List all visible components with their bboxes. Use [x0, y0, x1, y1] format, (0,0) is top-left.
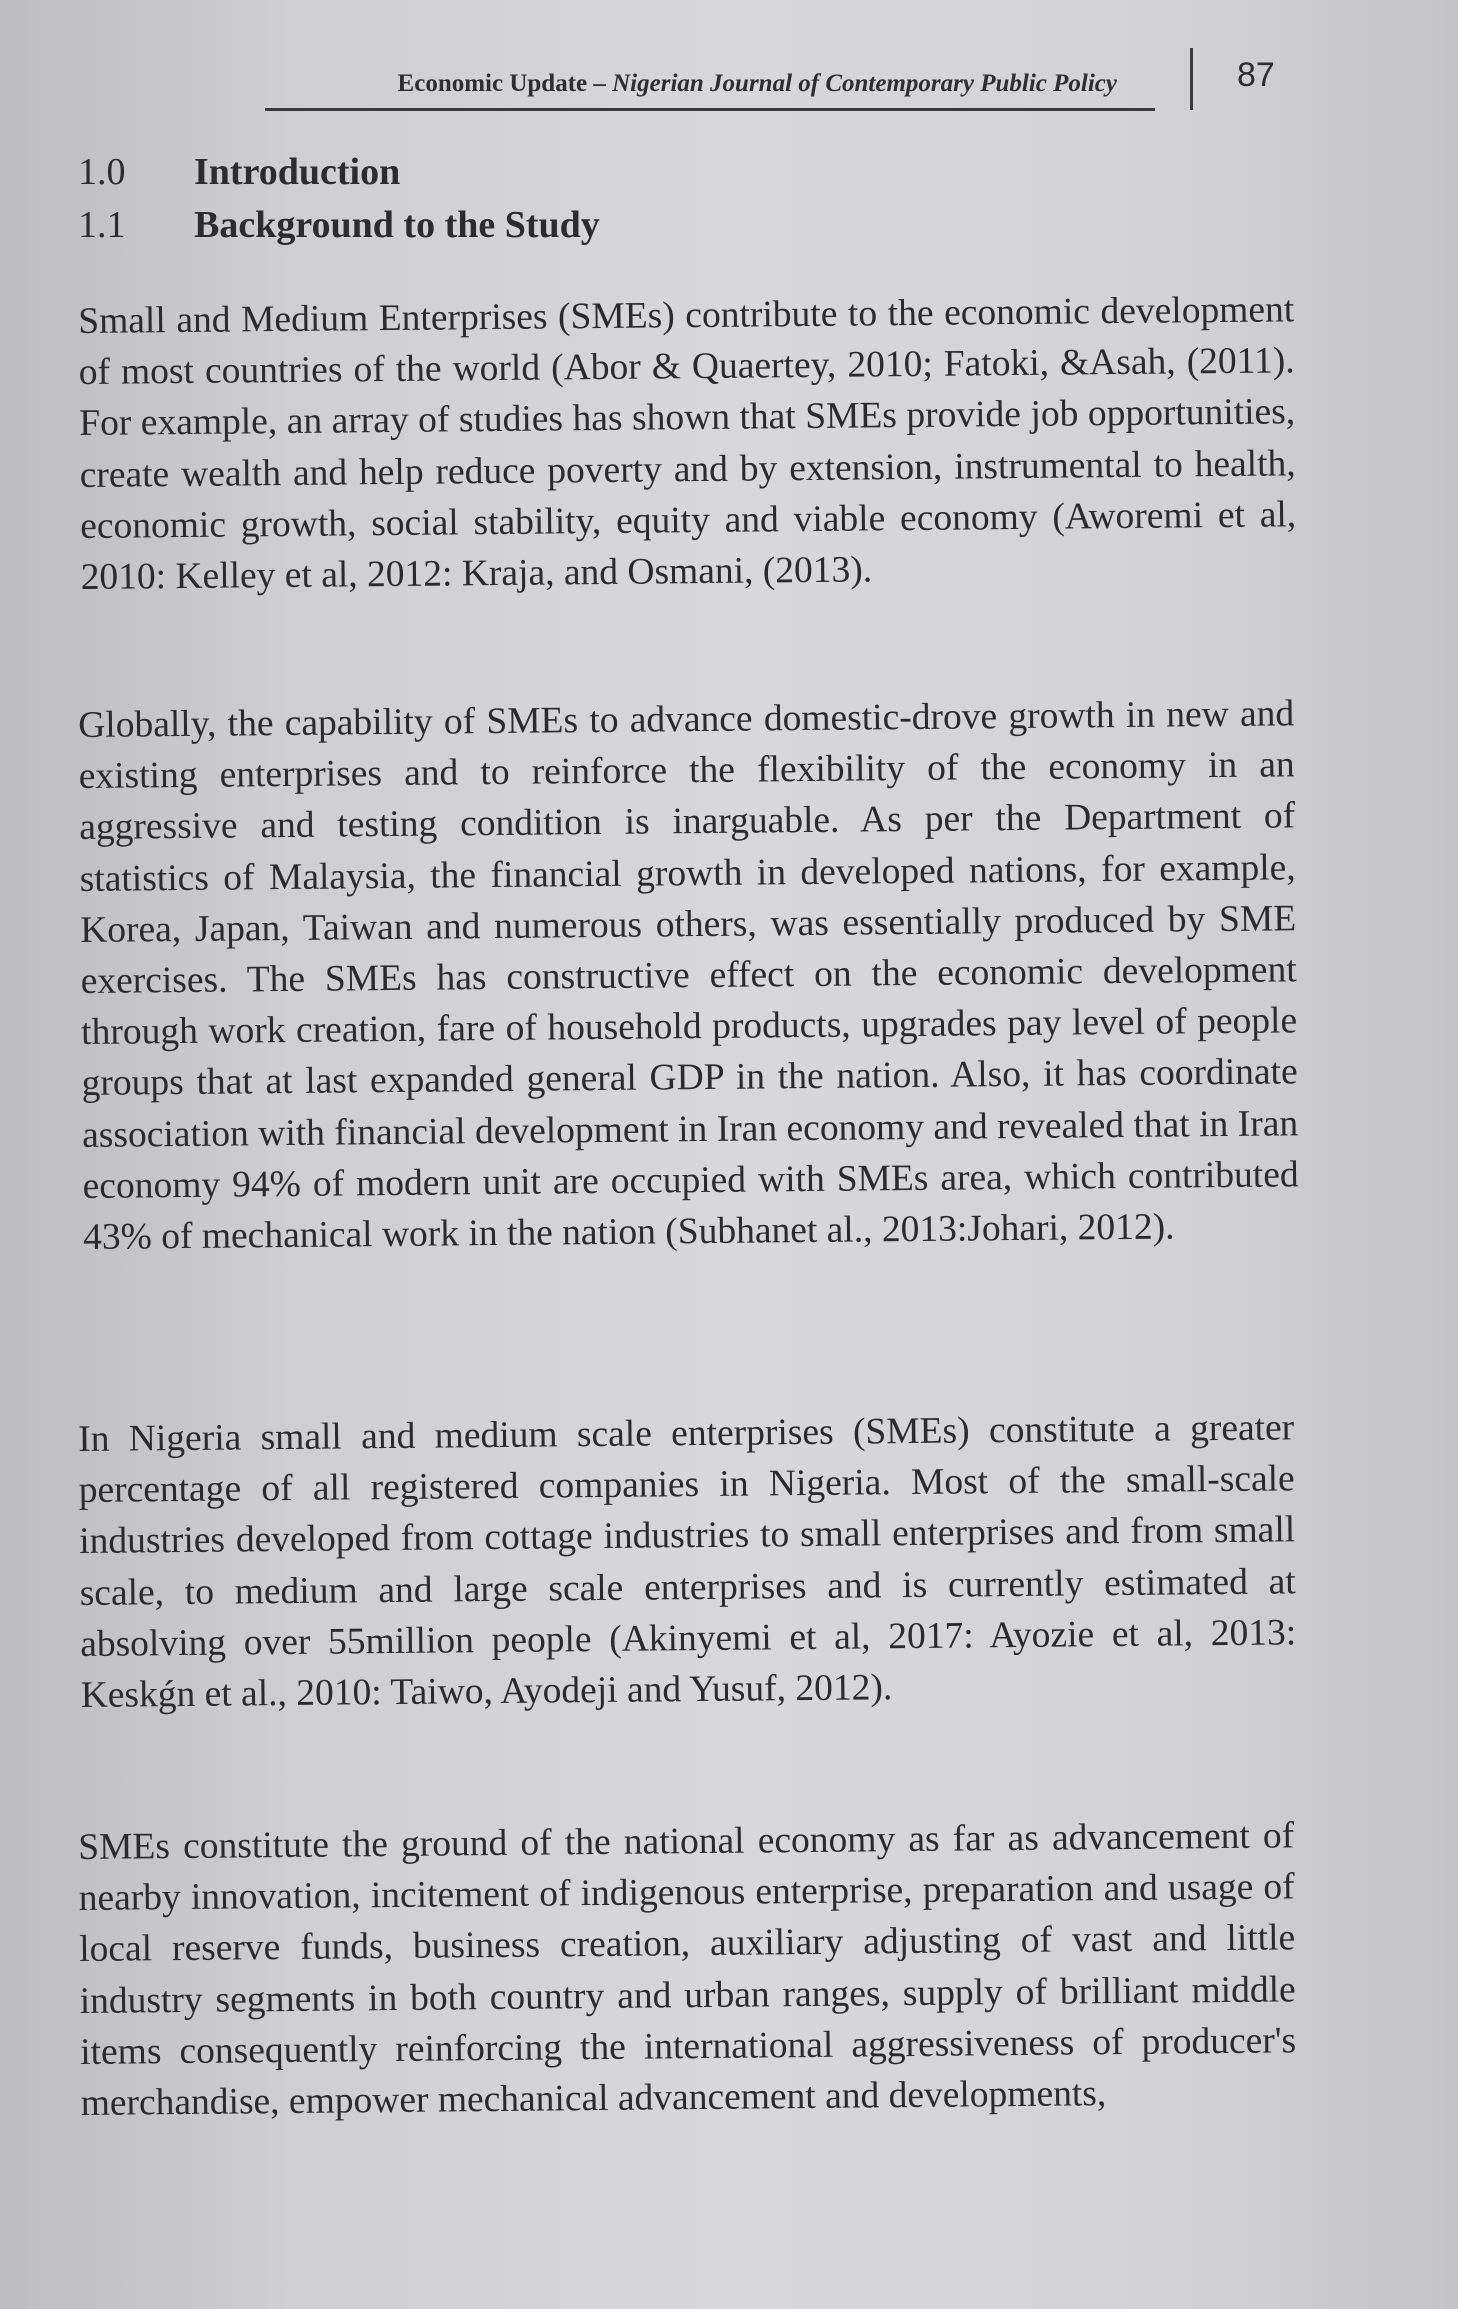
section-heading-introduction: [78, 150, 400, 194]
journal-title-italic: Nigerian Journal of Contemporary Public Policy: [612, 70, 1117, 97]
body-paragraph-2: Globally, the capability of SMEs to advance domestic-drove growth in new and existing enterprises and to reinforce the flexibility of the economy in an aggressive and testing condition is inarguable. As per the Department of statistics of Malaysia, the financial growth in developed nations, for example, Korea, Japan, Taiwan and numerous others, was essentially produced by SME exercises. The SMEs has constructive effect on the economic development through work creation, fare of household products, upgrades pay level of people groups that at last expanded general GDP in the nation. Also, it has coordinate association with financial development in Iran economy and revealed that in Iran economy 94% of modern unit are occupied with SMEs area, which contributed 43% of mechanical work in the nation (Subhanet al., 2013:Johari, 2012).: [78, 692, 1299, 1258]
header-divider: [1190, 48, 1193, 110]
journal-title: [265, 70, 1155, 98]
running-header: [265, 58, 1155, 116]
section-title: Background to the Study: [194, 204, 600, 246]
body-paragraph-4: SMEs constitute the ground of the national economy as far as advancement of nearby innovation, incitement of indigenous enterprise, preparation and usage of local reserve funds, business creation, auxiliary adjusting of vast and little industry segments in both country and urban ranges, supply of brilliant middle items consequently reinforcing the international aggressiveness of producer's merchandise, empower mechanical advancement and developments,: [78, 1814, 1297, 2124]
header-rule: [265, 108, 1155, 111]
section-number: 1.0: [78, 151, 126, 193]
body-paragraph-3: In Nigeria small and medium scale enterprises (SMEs) constitute a greater percentage of all registered companies in Nigeria. Most of the small-scale industries developed from cottage industries to small enterprises and from small scale, to medium and large scale enterprises and is currently estimated at absolving over 55million people (Akinyemi et al, 2017: Ayozie et al, 2013: Keskǵn et al., 2010: Taiwo, Ayodeji and Yusuf, 2012).: [78, 1406, 1297, 1716]
body-paragraph-1: Small and Medium Enterprises (SMEs) contribute to the economic development of most countries of the world (Abor & Quaertey, 2010; Fatoki, &Asah, (2011). For example, an array of studies has shown that SMEs provide job opportunities, create wealth and help reduce poverty and by extension, instrumental to health, economic growth, social stability, equity and viable economy (Aworemi et al, 2010: Kelley et al, 2012: Kraja, and Osmani, (2013).: [78, 288, 1297, 598]
journal-title-plain: Economic Update –: [397, 70, 613, 97]
section-heading-background: [78, 203, 600, 247]
page-number: 87: [1237, 56, 1275, 94]
section-title: Introduction: [194, 151, 401, 193]
section-number: 1.1: [78, 204, 126, 246]
